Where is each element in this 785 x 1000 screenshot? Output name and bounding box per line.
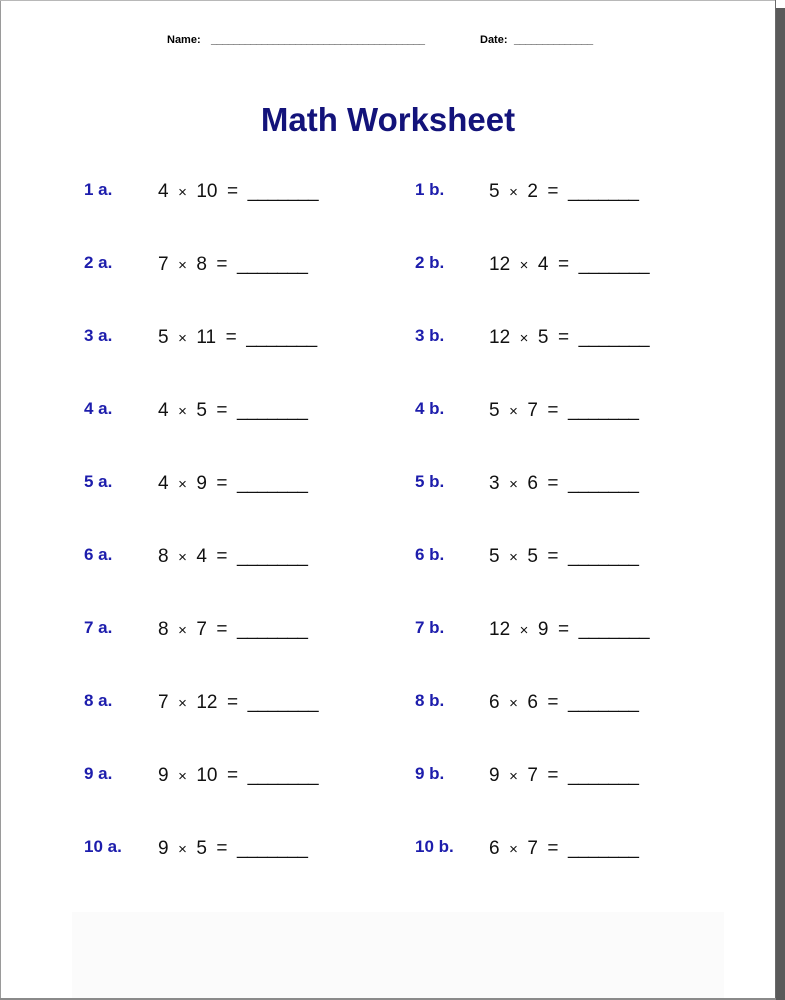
problem-number: 4 b. (415, 399, 445, 418)
answer-field[interactable]: _______ (578, 254, 650, 275)
equals-sign: = (557, 619, 570, 640)
header-line (0, 34, 776, 48)
equals-sign: = (216, 254, 228, 275)
problem-expression (489, 692, 639, 714)
operand-1: 12 (489, 327, 511, 348)
answer-field[interactable]: _______ (568, 400, 639, 421)
problem-number: 4 a. (84, 399, 113, 418)
times-sign: × (509, 403, 518, 420)
operand-2: 2 (527, 181, 538, 202)
problem-expression (489, 838, 639, 860)
times-sign: × (509, 841, 518, 858)
operand-1: 7 (158, 692, 169, 713)
operand-2: 10 (196, 181, 218, 202)
operand-2: 9 (196, 473, 207, 494)
operand-2: 9 (537, 619, 549, 640)
problem-8b (0, 691, 776, 715)
problem-number: 7 a. (84, 618, 113, 637)
equals-sign: = (557, 254, 570, 275)
answer-field[interactable]: _______ (568, 546, 639, 567)
name-label: Name: (167, 34, 201, 46)
operand-2: 5 (196, 838, 207, 859)
equals-sign: = (225, 327, 237, 348)
times-sign: × (178, 476, 187, 493)
problem-number: 10 a. (84, 837, 122, 856)
operand-1: 4 (158, 473, 169, 494)
times-sign: × (509, 695, 518, 712)
operand-1: 5 (489, 546, 500, 567)
equals-sign: = (216, 619, 228, 640)
problem-number: 7 b. (415, 618, 445, 637)
times-sign: × (178, 841, 187, 858)
problem-10b (0, 837, 776, 861)
times-sign: × (509, 184, 518, 201)
times-sign: × (178, 695, 187, 712)
problem-5b (0, 472, 776, 496)
answer-field[interactable]: _______ (568, 692, 639, 713)
operand-1: 7 (158, 254, 169, 275)
times-sign: × (178, 403, 187, 420)
answer-field[interactable]: _______ (568, 181, 639, 202)
operand-1: 8 (158, 546, 169, 567)
problem-1b (0, 180, 776, 204)
equals-sign: = (226, 181, 239, 202)
problem-7b (0, 618, 776, 642)
problem-expression (489, 619, 649, 641)
operand-1: 5 (158, 327, 169, 348)
equals-sign: = (547, 181, 559, 202)
answer-field[interactable]: _______ (237, 546, 308, 567)
times-sign: × (178, 184, 187, 201)
times-sign: × (519, 622, 529, 639)
operand-1: 12 (489, 619, 511, 640)
operand-1: 5 (489, 181, 500, 202)
footer-area (72, 912, 724, 998)
answer-field[interactable]: _______ (237, 473, 308, 494)
operand-2: 7 (527, 765, 538, 786)
answer-field[interactable]: _______ (247, 692, 319, 713)
operand-1: 4 (158, 400, 169, 421)
date-field[interactable]: ______________ (514, 34, 593, 46)
times-sign: × (509, 549, 518, 566)
operand-1: 9 (158, 838, 169, 859)
problem-number: 8 a. (84, 691, 113, 710)
operand-1: 6 (489, 692, 500, 713)
problem-expression (489, 400, 639, 422)
times-sign: × (178, 257, 187, 274)
answer-field[interactable]: _______ (247, 181, 319, 202)
equals-sign: = (226, 765, 239, 786)
equals-sign: = (557, 327, 570, 348)
problem-9b (0, 764, 776, 788)
problem-number: 5 b. (415, 472, 445, 491)
problem-number: 3 b. (415, 326, 445, 345)
answer-field[interactable]: _______ (568, 473, 639, 494)
equals-sign: = (547, 400, 559, 421)
answer-field[interactable]: _______ (237, 619, 308, 640)
problem-number: 9 b. (415, 764, 445, 783)
operand-2: 7 (527, 400, 538, 421)
times-sign: × (509, 476, 518, 493)
times-sign: × (519, 257, 529, 274)
answer-field[interactable]: _______ (578, 619, 650, 640)
answer-field[interactable]: _______ (247, 765, 319, 786)
problem-number: 8 b. (415, 691, 445, 710)
page-title: Math Worksheet (260, 101, 516, 138)
equals-sign: = (226, 692, 239, 713)
operand-1: 4 (158, 181, 169, 202)
problem-number: 9 a. (84, 764, 113, 783)
problem-number: 6 b. (415, 545, 445, 564)
operand-1: 5 (489, 400, 500, 421)
operand-1: 8 (158, 619, 169, 640)
times-sign: × (178, 549, 187, 566)
operand-2: 8 (196, 254, 207, 275)
operand-2: 4 (196, 546, 207, 567)
answer-field[interactable]: _______ (246, 327, 317, 348)
problem-expression (489, 181, 639, 203)
problem-3b (0, 326, 776, 350)
operand-1: 3 (489, 473, 500, 494)
operand-2: 7 (527, 838, 538, 859)
problem-expression (489, 327, 649, 349)
problem-number: 1 a. (84, 180, 113, 199)
operand-2: 11 (196, 327, 217, 348)
problem-number: 2 b. (415, 253, 445, 272)
problem-number: 10 b. (415, 837, 454, 856)
times-sign: × (519, 330, 529, 347)
times-sign: × (509, 768, 518, 785)
problem-expression (489, 254, 649, 276)
answer-field[interactable]: _______ (237, 838, 308, 859)
operand-2: 4 (537, 254, 549, 275)
answer-field[interactable]: _______ (568, 838, 639, 859)
problem-number: 3 a. (84, 326, 113, 345)
problem-number: 2 a. (84, 253, 113, 272)
times-sign: × (178, 330, 187, 347)
answer-field[interactable]: _______ (578, 327, 650, 348)
answer-field[interactable]: _______ (237, 400, 308, 421)
problem-number: 5 a. (84, 472, 113, 491)
problem-number: 1 b. (415, 180, 445, 199)
equals-sign: = (547, 765, 559, 786)
answer-field[interactable]: _______ (237, 254, 308, 275)
operand-2: 5 (537, 327, 549, 348)
problem-6b (0, 545, 776, 569)
operand-2: 7 (196, 619, 207, 640)
date-label: Date: (480, 34, 508, 46)
operand-1: 12 (489, 254, 511, 275)
equals-sign: = (547, 838, 559, 859)
page-shadow (776, 8, 785, 1000)
operand-2: 6 (527, 473, 538, 494)
problem-number: 6 a. (84, 545, 113, 564)
operand-2: 6 (527, 692, 538, 713)
equals-sign: = (547, 546, 559, 567)
name-field[interactable]: ______________________________________ (211, 34, 425, 46)
equals-sign: = (547, 473, 559, 494)
problem-expression (489, 765, 639, 787)
operand-1: 9 (489, 765, 500, 786)
page-border-top (0, 0, 775, 1)
times-sign: × (178, 622, 187, 639)
equals-sign: = (216, 838, 228, 859)
equals-sign: = (216, 546, 228, 567)
problem-2b (0, 253, 776, 277)
problem-expression (489, 473, 639, 495)
equals-sign: = (216, 400, 228, 421)
operand-1: 6 (489, 838, 500, 859)
times-sign: × (178, 768, 187, 785)
problem-4b (0, 399, 776, 423)
problem-expression (489, 546, 639, 568)
answer-field[interactable]: _______ (568, 765, 639, 786)
operand-1: 9 (158, 765, 169, 786)
operand-2: 5 (527, 546, 538, 567)
operand-2: 10 (196, 765, 218, 786)
equals-sign: = (216, 473, 228, 494)
equals-sign: = (547, 692, 559, 713)
operand-2: 12 (196, 692, 218, 713)
operand-2: 5 (196, 400, 207, 421)
